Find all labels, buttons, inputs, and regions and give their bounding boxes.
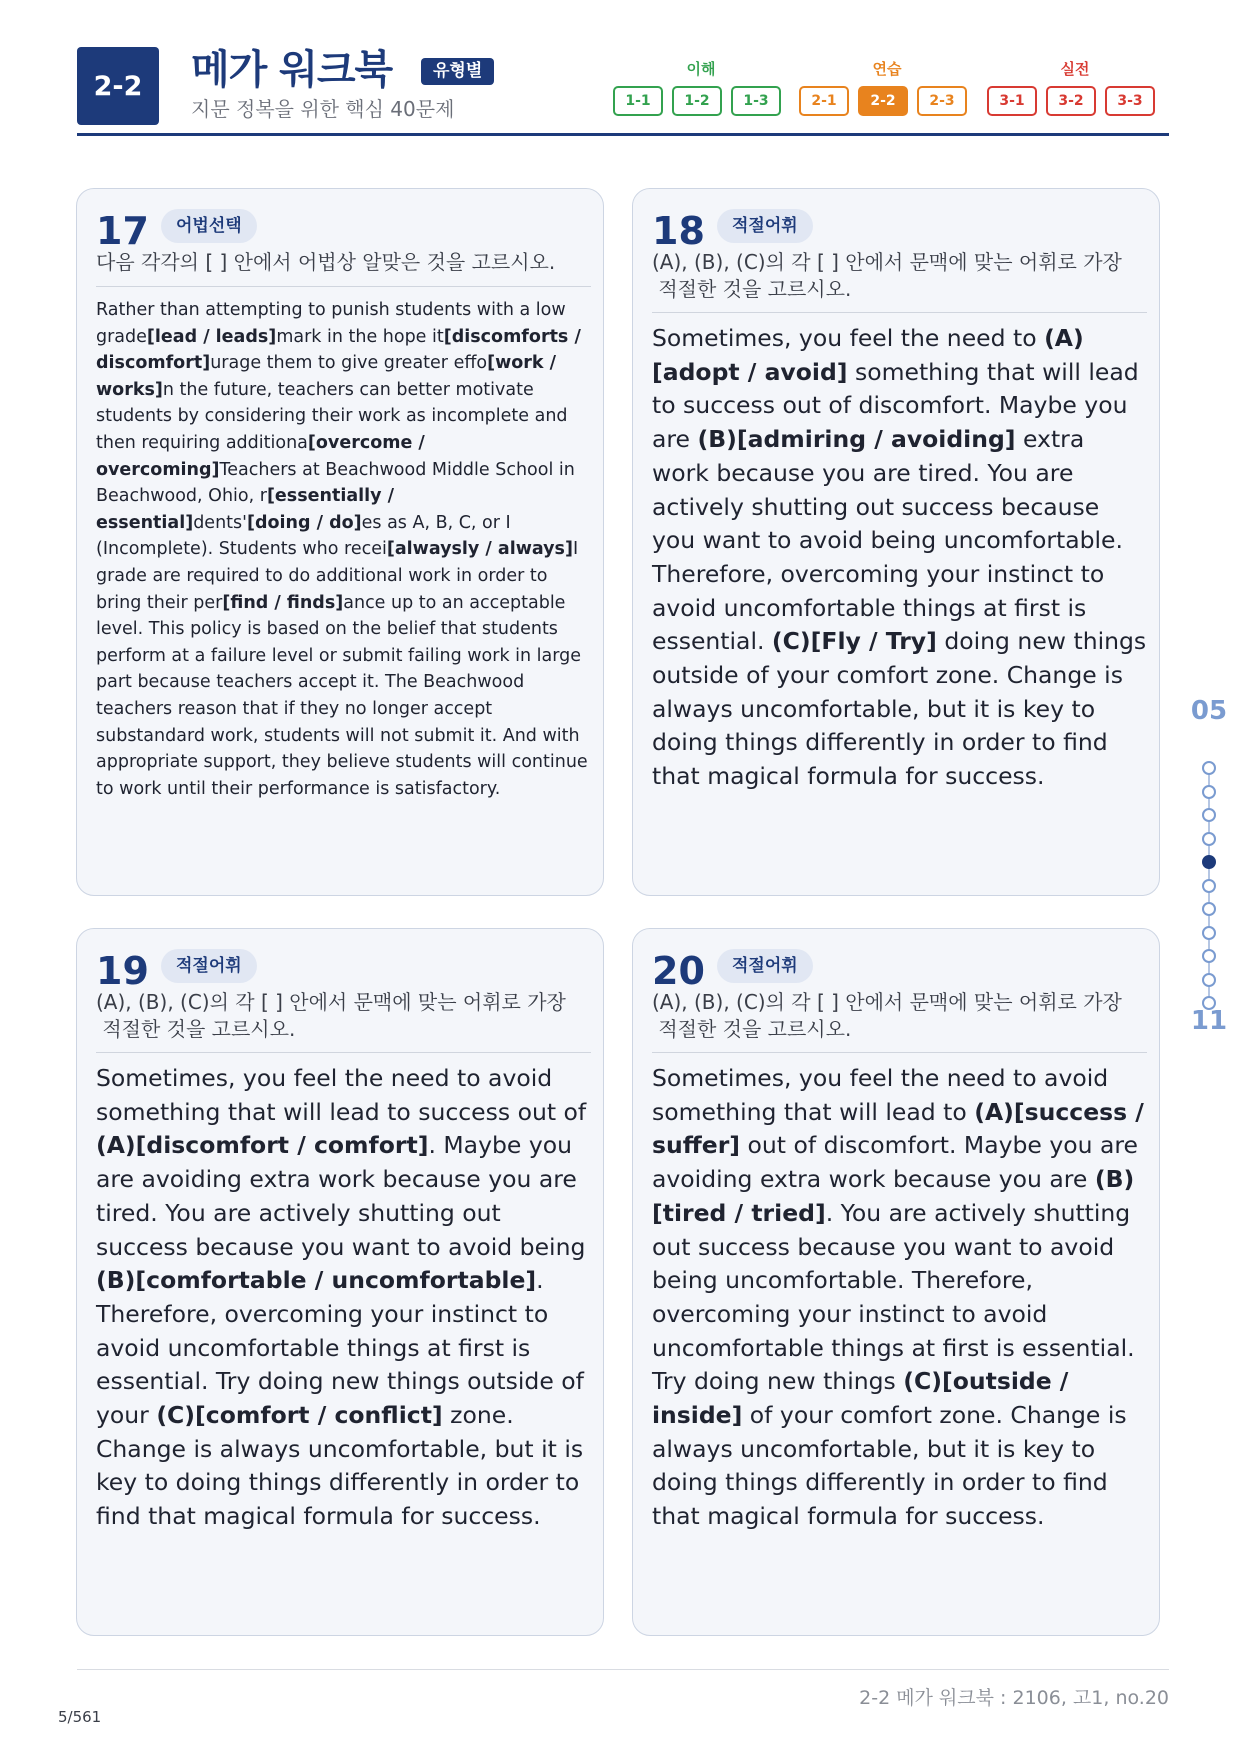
question-card-19 [76, 928, 604, 1636]
side-nav-dot[interactable] [1202, 832, 1216, 846]
side-nav-dot[interactable] [1202, 973, 1216, 987]
side-nav-dot[interactable] [1202, 855, 1216, 869]
level-group-label-practice: 연습 [872, 60, 902, 78]
instruction-line: (A), (B), (C)의 각 [ ] 안에서 문맥에 맞는 어휘로 가장 [652, 250, 1122, 274]
page-number: 5/561 [58, 1708, 102, 1726]
section-badge: 2-2 [77, 47, 159, 125]
question-instruction [652, 249, 1147, 303]
question-passage: Sometimes, you feel the need to (A)[adopt / avoid] something that will lead to success out of discomfort. Maybe you are (B)[admiring / avoiding] extra work because you are tired. You are actively shutting out success because you want to avoid being uncomfortable. Therefore, overcoming your instinct to avoid uncomfortable things at first is essential. (C)[Fly / Try] doing new things outside of your comfort zone. Change is always uncomfortable, but it is key to doing things differently in order to find that magical formula for success. [652, 324, 1147, 791]
question-instruction: 다음 각각의 [ ] 안에서 어법상 알맞은 것을 고르시오. [96, 250, 556, 274]
level-1-2[interactable]: 1-2 [672, 86, 722, 116]
page-subtitle: 지문 정복을 위한 핵심 40문제 [191, 97, 455, 121]
question-passage: Sometimes, you feel the need to avoid something that will lead to success out of (A)[discomfort / comfort]. Maybe you are avoiding extra work because you are tired. You are actively shutting out success because you want to avoid being (B)[comfortable / uncomfortable]. Therefore, overcoming your instinct to avoid uncomfortable things at first is essential. Try doing new things outside of your (C)[comfort / conflict] zone. Change is always uncomfortable, but it is key to doing things differently in order to find that magical formula for success. [96, 1064, 587, 1531]
instruction-divider [96, 286, 591, 287]
question-number: 18 [652, 209, 705, 253]
question-type-badge: 적절어휘 [161, 949, 257, 983]
side-nav-start: 05 [1190, 696, 1228, 726]
question-instruction [652, 989, 1147, 1043]
level-group-label-real: 실전 [1060, 60, 1090, 78]
side-nav-dot[interactable] [1202, 949, 1216, 963]
level-2-1[interactable]: 2-1 [799, 86, 849, 116]
question-passage: Sometimes, you feel the need to avoid something that will lead to (A)[success / suffer] out of discomfort. Maybe you are avoiding extra work because you are (B)[tired / tried]. You are actively shutting out success because you want to avoid being uncomfortable. Therefore, overcoming your instinct to avoid uncomfortable things at first is essential. Try doing new things (C)[outside / inside] of your comfort zone. Change is always uncomfortable, but it is key to doing things differently in order to find that magical formula for success. [652, 1064, 1144, 1531]
question-card-17 [76, 188, 604, 896]
question-number: 17 [96, 209, 149, 253]
question-type-badge: 적절어휘 [717, 209, 813, 243]
question-type-badge: 어법선택 [161, 209, 257, 243]
level-1-3[interactable]: 1-3 [731, 86, 781, 116]
instruction-divider [652, 312, 1147, 313]
question-card-18 [632, 188, 1160, 896]
level-group-label-understand: 이해 [686, 60, 716, 78]
type-tag: 유형별 [421, 58, 494, 85]
instruction-line: 적절한 것을 고르시오. [652, 277, 852, 301]
instruction-line: 적절한 것을 고르시오. [652, 1017, 852, 1041]
side-nav-dot[interactable] [1202, 785, 1216, 799]
level-3-2[interactable]: 3-2 [1046, 86, 1096, 116]
level-2-2[interactable]: 2-2 [858, 86, 908, 116]
level-3-3[interactable]: 3-3 [1105, 86, 1155, 116]
level-2-3[interactable]: 2-3 [917, 86, 967, 116]
side-nav-dot[interactable] [1202, 926, 1216, 940]
level-1-1[interactable]: 1-1 [613, 86, 663, 116]
side-nav-end: 11 [1190, 1006, 1228, 1036]
question-number: 20 [652, 949, 705, 993]
page-title: 메가 워크북 [191, 47, 393, 93]
question-passage: Rather than attempting to punish students with a low grade[lead / leads]mark in the hope it[discomforts / discomfort]urage them to give greater effo[work / works]n the future, teachers can better motivate students by considering their work as incomplete and then requiring additiona[overcome / overcoming]Teachers at Beachwood Middle School in Beachwood, Ohio, r[essentially / essential]dents'[doing / do]es as A, B, C, or I (Incomplete). Students who recei[alwaysly / always]I grade are required to do additional work in order to bring their per[find / finds]ance up to an acceptable level. This policy is based on the belief that students perform at a failure level or submit failing work in large part because teachers accept it. The Beachwood teachers reason that if they no longer accept substandard work, students will not submit it. And with appropriate support, they believe students will continue to work until their performance is satisfactory. [96, 300, 588, 799]
instruction-divider [652, 1052, 1147, 1053]
question-instruction [96, 989, 591, 1043]
side-nav-dot[interactable] [1202, 902, 1216, 916]
instruction-line: (A), (B), (C)의 각 [ ] 안에서 문맥에 맞는 어휘로 가장 [652, 990, 1122, 1014]
side-nav-dot[interactable] [1202, 879, 1216, 893]
footer-source: 2-2 메가 워크북 : 2106, 고1, no.20 [859, 1687, 1169, 1709]
header-divider [77, 133, 1169, 136]
side-nav-dot[interactable] [1202, 808, 1216, 822]
instruction-line: (A), (B), (C)의 각 [ ] 안에서 문맥에 맞는 어휘로 가장 [96, 990, 566, 1014]
side-nav-dot[interactable] [1202, 761, 1216, 775]
question-type-badge: 적절어휘 [717, 949, 813, 983]
question-number: 19 [96, 949, 149, 993]
question-card-20 [632, 928, 1160, 1636]
instruction-divider [96, 1052, 591, 1053]
footer-divider [77, 1669, 1169, 1670]
instruction-line: 적절한 것을 고르시오. [96, 1017, 296, 1041]
level-3-1[interactable]: 3-1 [987, 86, 1037, 116]
